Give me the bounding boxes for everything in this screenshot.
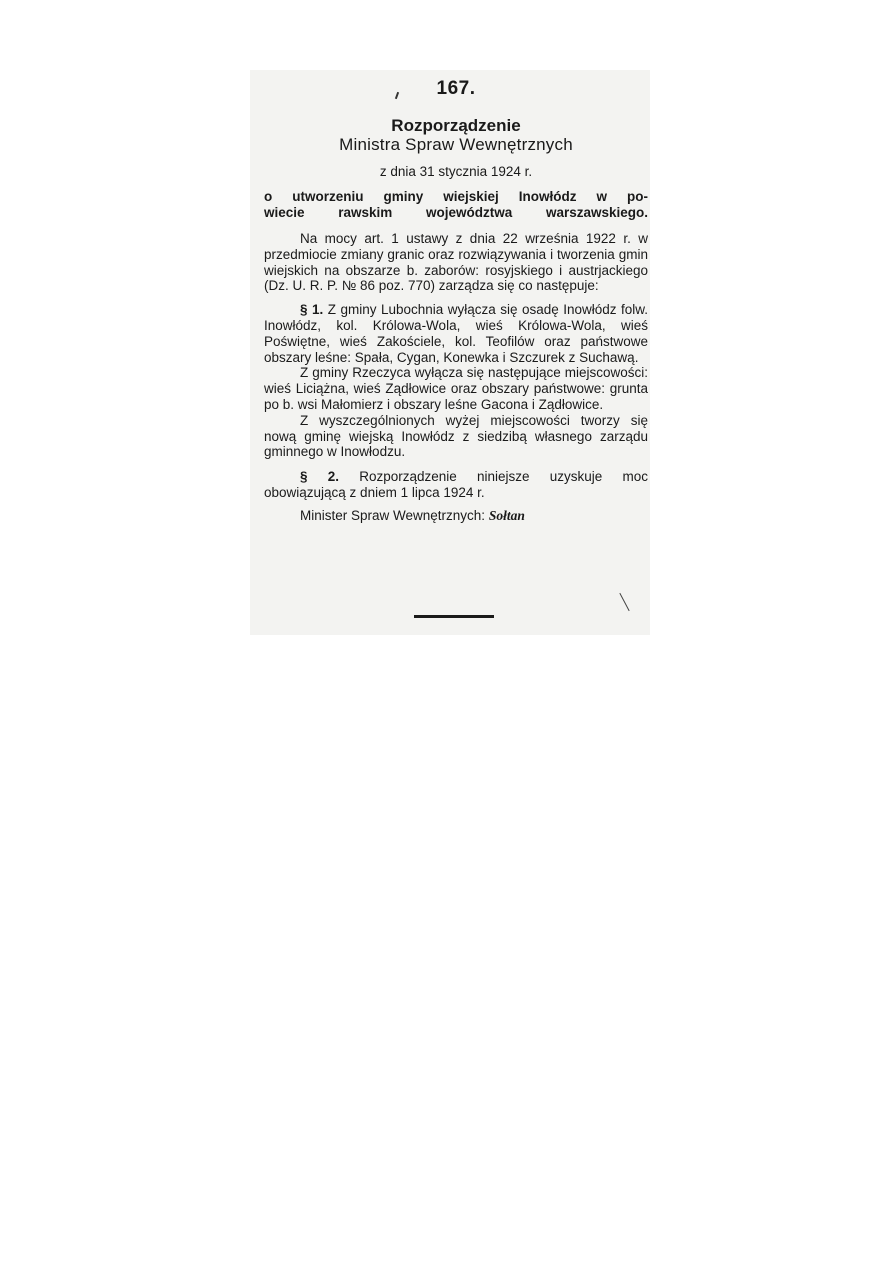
section-1-paragraph-2: Z gminy Rzeczyca wyłącza się następujące miejscowości: wieś Liciążna, wieś Ządłowice oraz obszary państwowe: grunta po b. wsi Małomierz i obszary leśne Gacona i Ządłowice.	[264, 365, 648, 412]
signature-name: Sołtan	[488, 507, 525, 523]
subject-line-2: wiecie rawskim województwa warszawskiego.	[264, 205, 648, 220]
document-column	[264, 78, 648, 524]
section-2-label: § 2.	[300, 469, 339, 485]
signature-role: Minister Spraw Wewnętrznych:	[300, 507, 486, 523]
section-1-paragraph	[264, 302, 648, 365]
decree-number: 167.	[436, 78, 476, 99]
decree-issuer: Ministra Spraw Wewnętrznych	[339, 135, 573, 154]
section-1-paragraph-3: Z wyszczególnionych wyżej miejscowości tworzy się nową gminę wiejską Inowłódz z siedzibą własnego zarządu gminnego w Inowłodzu.	[264, 412, 648, 460]
closing-rule	[414, 615, 494, 618]
decree-title: Rozporządzenie	[391, 116, 521, 135]
section-1-label: § 1.	[300, 302, 324, 318]
decree-subject	[264, 189, 648, 221]
section-1-text: Z gminy Lubochnia wyłącza się osadę Inowłódz folw. Inowłódz, kol. Królowa-Wola, wieś Królowa-Wola, wieś Poświętne, wieś Zakościele, kol. Teofilów oraz państwowe obszary leśne: Spała, Cygan, Konewka i Szczurek z Suchawą.	[264, 302, 648, 365]
section-2-paragraph	[264, 469, 648, 501]
section-2-text: Rozporządzenie niniejsze uzyskuje moc obowiązującą z dniem 1 lipca 1924 r.	[264, 469, 648, 500]
decree-date: z dnia 31 stycznia 1924 r.	[379, 164, 533, 179]
preamble-paragraph: Na mocy art. 1 ustawy z dnia 22 września 1922 r. w przedmiocie zmiany granic oraz rozwiązywania i tworzenia gmin wiejskich na obszarze b. zaborów: rosyjskiego i austrjackiego (Dz. U. R. P. № 86 poz. 770) zarządza się co następuje:	[264, 231, 648, 294]
subject-line-1: o utworzeniu gminy wiejskiej Inowłódz w po-	[264, 189, 648, 204]
signature-line	[264, 508, 648, 524]
